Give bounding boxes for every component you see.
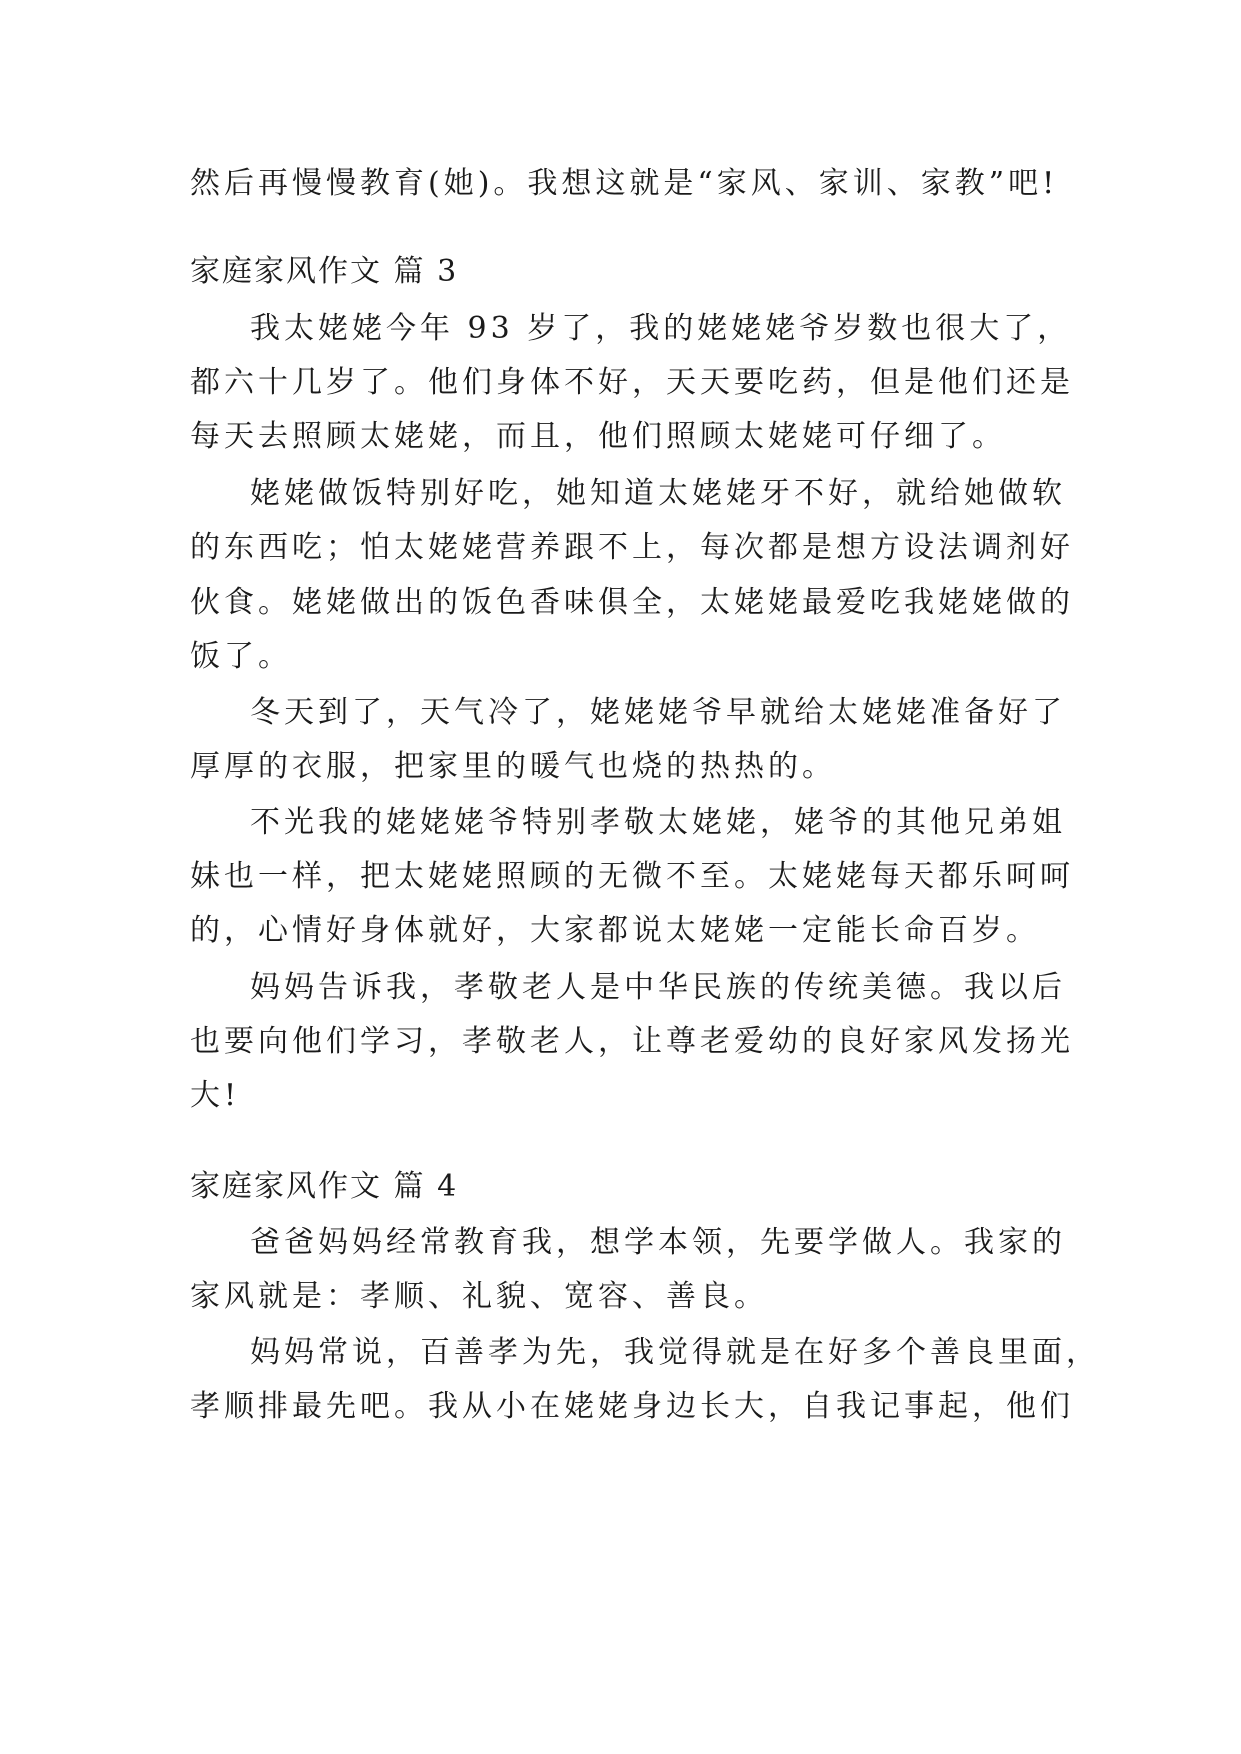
- section-heading-3: 家庭家风作文 篇 3: [190, 254, 459, 289]
- text-line: 然后再慢慢教育(她)。我想这就是“家风、家训、家教”吧!: [190, 166, 1059, 201]
- text-line: 家风就是：孝顺、礼貌、宽容、善良。: [190, 1279, 768, 1314]
- text-line: 伙食。姥姥做出的饭色香味俱全，太姥姥最爱吃我姥姥做的: [190, 585, 1074, 620]
- text-line: 的，心情好身体就好，大家都说太姥姥一定能长命百岁。: [190, 913, 1040, 948]
- text-line: 每天去照顾太姥姥，而且，他们照顾太姥姥可仔细了。: [190, 419, 1006, 454]
- text-line: 饭了。: [190, 639, 292, 674]
- text-line: 妈妈常说，百善孝为先，我觉得就是在好多个善良里面，: [250, 1335, 1100, 1370]
- text-line: 也要向他们学习，孝敬老人，让尊老爱幼的良好家风发扬光: [190, 1024, 1074, 1059]
- text-line: 孝顺排最先吧。我从小在姥姥身边长大，自我记事起，他们: [190, 1389, 1074, 1424]
- text-line: 我太姥姥今年 93 岁了，我的姥姥姥爷岁数也很大了，: [250, 311, 1072, 346]
- text-line: 爸爸妈妈经常教育我，想学本领，先要学做人。我家的: [250, 1225, 1066, 1260]
- text-line: 都六十几岁了。他们身体不好，天天要吃药，但是他们还是: [190, 365, 1074, 400]
- text-line: 不光我的姥姥姥爷特别孝敬太姥姥，姥爷的其他兄弟姐: [250, 805, 1066, 840]
- text-line: 姥姥做饭特别好吃，她知道太姥姥牙不好，就给她做软: [250, 476, 1066, 511]
- text-line: 的东西吃；怕太姥姥营养跟不上，每次都是想方设法调剂好: [190, 530, 1074, 565]
- section-heading-4: 家庭家风作文 篇 4: [190, 1169, 459, 1204]
- text-line: 厚厚的衣服，把家里的暖气也烧的热热的。: [190, 749, 836, 784]
- text-line: 冬天到了，天气冷了，姥姥姥爷早就给太姥姥准备好了: [250, 695, 1066, 730]
- text-line: 大!: [190, 1078, 241, 1113]
- text-line: 妈妈告诉我，孝敬老人是中华民族的传统美德。我以后: [250, 970, 1066, 1005]
- text-line: 妹也一样，把太姥姥照顾的无微不至。太姥姥每天都乐呵呵: [190, 859, 1074, 894]
